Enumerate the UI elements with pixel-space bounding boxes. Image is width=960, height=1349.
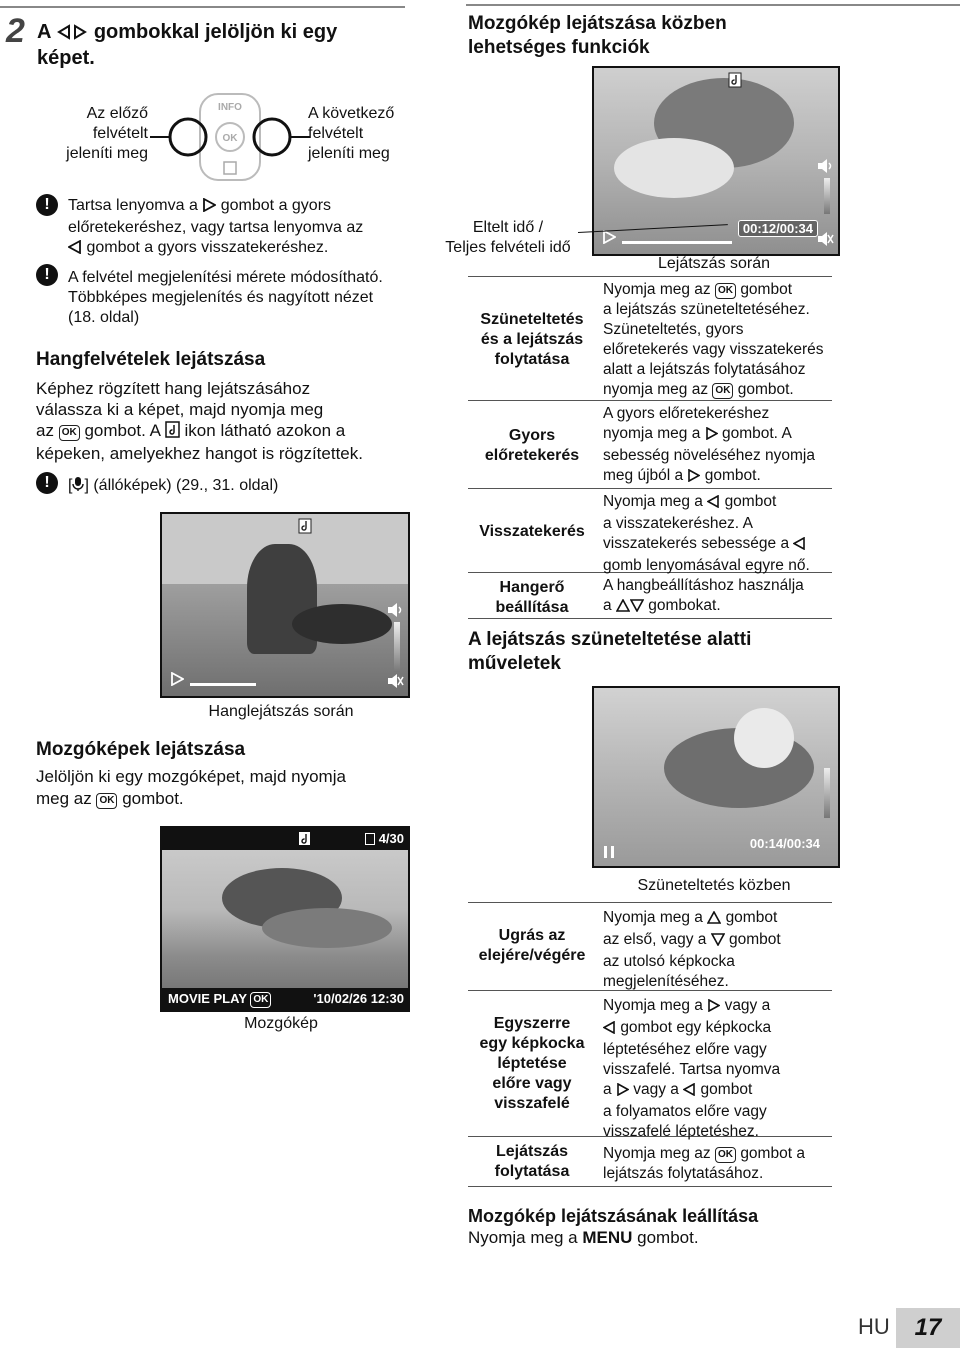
play-icon (170, 672, 184, 691)
svg-text:INFO: INFO (218, 102, 242, 113)
right-arrow-icon (707, 998, 720, 1018)
mute-icon (816, 231, 834, 252)
table-desc-volume: A hangbeállításhoz használja a gombokat. (603, 576, 835, 618)
table-desc-jump: Nyomja meg a gombot az első, vagy a gombot az utolsó képkocka megjelenítéséhez. (603, 909, 781, 990)
note-display-size: A felvétel megjelenítési mérete módosítható. Többképes megjelenítés és nagyított nézet (18. oldal) (68, 269, 383, 326)
frame-counter: 4/30 (365, 830, 404, 850)
ok-button-icon: OK (59, 425, 80, 441)
table-desc-resume: Nyomja meg az OK gombot a lejátszás folytatásához. (603, 1145, 805, 1182)
step-header-rule (0, 6, 405, 8)
sound-note-icon (298, 831, 311, 851)
timecode: 00:12/00:34 (738, 220, 818, 237)
left-arrow-icon (56, 22, 72, 46)
table-desc-rewind: Nyomja meg a gombot a visszatekeréshez. A visszatekerés sebessége a gomb lenyomásával egyre nő. (603, 493, 810, 574)
right-arrow-icon (72, 22, 88, 46)
table-label-frame-step: Egyszerre egy képkocka léptetése előre vagy visszafelé (479, 1015, 585, 1112)
audio-note: [ ] (állóképek) (29., 31. oldal) (68, 476, 278, 498)
ok-button-icon: OK (96, 793, 117, 809)
sound-note-icon (298, 518, 312, 539)
paused-movie-photo (592, 686, 840, 868)
table-label-jump: Ugrás az elejére/végére (478, 927, 586, 964)
note-icon: ! (36, 264, 58, 286)
volume-icon (386, 602, 404, 623)
mute-icon (386, 673, 404, 694)
timecode: 00:14/00:34 (749, 836, 820, 851)
note-icon: ! (36, 472, 58, 494)
pause-heading: A lejátszás szüneteltetése alatti műveletek (468, 629, 752, 674)
sound-note-icon (728, 72, 742, 93)
left-arrow-icon (68, 240, 82, 260)
left-arrow-icon (603, 1020, 616, 1040)
movie-playback-photo (592, 66, 840, 256)
pause-photo-caption: Szüneteltetés közben (637, 877, 791, 894)
left-arrow-icon (793, 536, 806, 556)
volume-bar (824, 768, 830, 818)
volume-bar (824, 178, 830, 214)
step-title: A gombokkal jelöljön ki egy képet. (37, 21, 338, 69)
elapsed-label: Eltelt idő / Teljes felvételi idő (445, 219, 571, 256)
movie-body: Jelöljön ki egy mozgóképet, majd nyomja meg az OK gombot. (36, 767, 346, 808)
playback-functions-heading: Mozgókép lejátszása közben lehetséges funkciók (468, 13, 727, 58)
left-arrow-icon (683, 1082, 696, 1102)
dial-right-caption: A következő felvételt jeleníti meg (308, 105, 395, 162)
right-arrow-icon (705, 426, 718, 446)
sound-note-icon (165, 421, 180, 443)
dial-left-caption: Az előző felvételt jeleníti meg (66, 105, 148, 162)
table-desc-frame-step: Nyomja meg a vagy a gombot egy képkocka léptetéséhez előre vagy visszafelé. Tartsa nyomva a vagy a gombot a folyamatos előre vagy visszafelé léptetéshez. (603, 997, 781, 1140)
volume-bar (394, 622, 400, 672)
movie-heading: Mozgóképek lejátszása (36, 739, 246, 760)
footer-lang: HU (858, 1314, 890, 1339)
note-icon: ! (36, 194, 58, 216)
note-fast-forward: Tartsa lenyomva a gombot a gyors előretekeréshez, vagy tartsa lenyomva az gombot a gyors visszatekeréshez. (68, 196, 408, 260)
table-label-resume: Lejátszás folytatása (494, 1143, 570, 1180)
table-label-pause: Szüneteltetés és a lejátszás folytatása (480, 311, 584, 368)
movie-photo-caption: Mozgókép (244, 1015, 318, 1032)
microphone-icon (72, 476, 84, 498)
svg-text:OK: OK (222, 133, 238, 144)
stop-body: Nyomja meg a MENU gombot. (468, 1228, 699, 1247)
right-arrow-icon (616, 1082, 629, 1102)
up-arrow-icon (707, 910, 721, 930)
audio-photo-caption: Hanglejátszás során (208, 703, 354, 720)
table-desc-pause: Nyomja meg az OK gombot a lejátszás szüneteltetéséhez. Szüneteltetés, gyors előretekerés vagy visszatekerés alatt a lejátszás folytatásához nyomja meg az OK gombot. (603, 281, 824, 398)
movie-date-time: '10/02/26 12:30 (313, 991, 404, 1006)
table-label-fast-forward: Gyors előretekerés (484, 427, 580, 464)
left-arrow-icon (707, 494, 720, 514)
stop-heading: Mozgókép lejátszásának leállítása (468, 1206, 759, 1226)
pause-icon (602, 845, 616, 864)
right-arrow-icon (687, 468, 700, 488)
playback-caption: Lejátszás során (657, 255, 771, 272)
control-dial-diagram (150, 92, 310, 184)
menu-button-label: MENU (582, 1228, 633, 1247)
progress-bar (622, 241, 732, 244)
progress-bar (190, 683, 256, 686)
audio-body: Képhez rögzített hang lejátszásához válassza ki a képet, majd nyomja meg az OK gombot. A ikon látható azokon a képeken, amelyekhez hangot is rögzítettek. (36, 379, 363, 463)
down-arrow-icon (711, 932, 725, 952)
table-label-volume: Hangerő beállítása (495, 579, 569, 616)
movie-thumbnail-photo (160, 826, 410, 1012)
audio-playback-photo (160, 512, 410, 698)
play-icon (602, 230, 616, 249)
right-header-rule (466, 4, 960, 6)
table-label-rewind: Visszatekerés (479, 523, 585, 540)
step-number: 2 (6, 12, 25, 50)
page-number: 17 (896, 1308, 960, 1348)
volume-icon (816, 158, 834, 179)
movie-play-label: MOVIE PLAY OK (168, 990, 271, 1008)
right-arrow-icon (202, 198, 216, 218)
audio-heading: Hangfelvételek lejátszása (36, 349, 266, 370)
card-icon (365, 832, 375, 850)
down-arrow-icon (630, 598, 644, 618)
up-arrow-icon (616, 598, 630, 618)
table-desc-fast-forward: A gyors előretekeréshez nyomja meg a gombot. A sebesség növeléséhez nyomja meg újból a gombot. (603, 404, 835, 488)
